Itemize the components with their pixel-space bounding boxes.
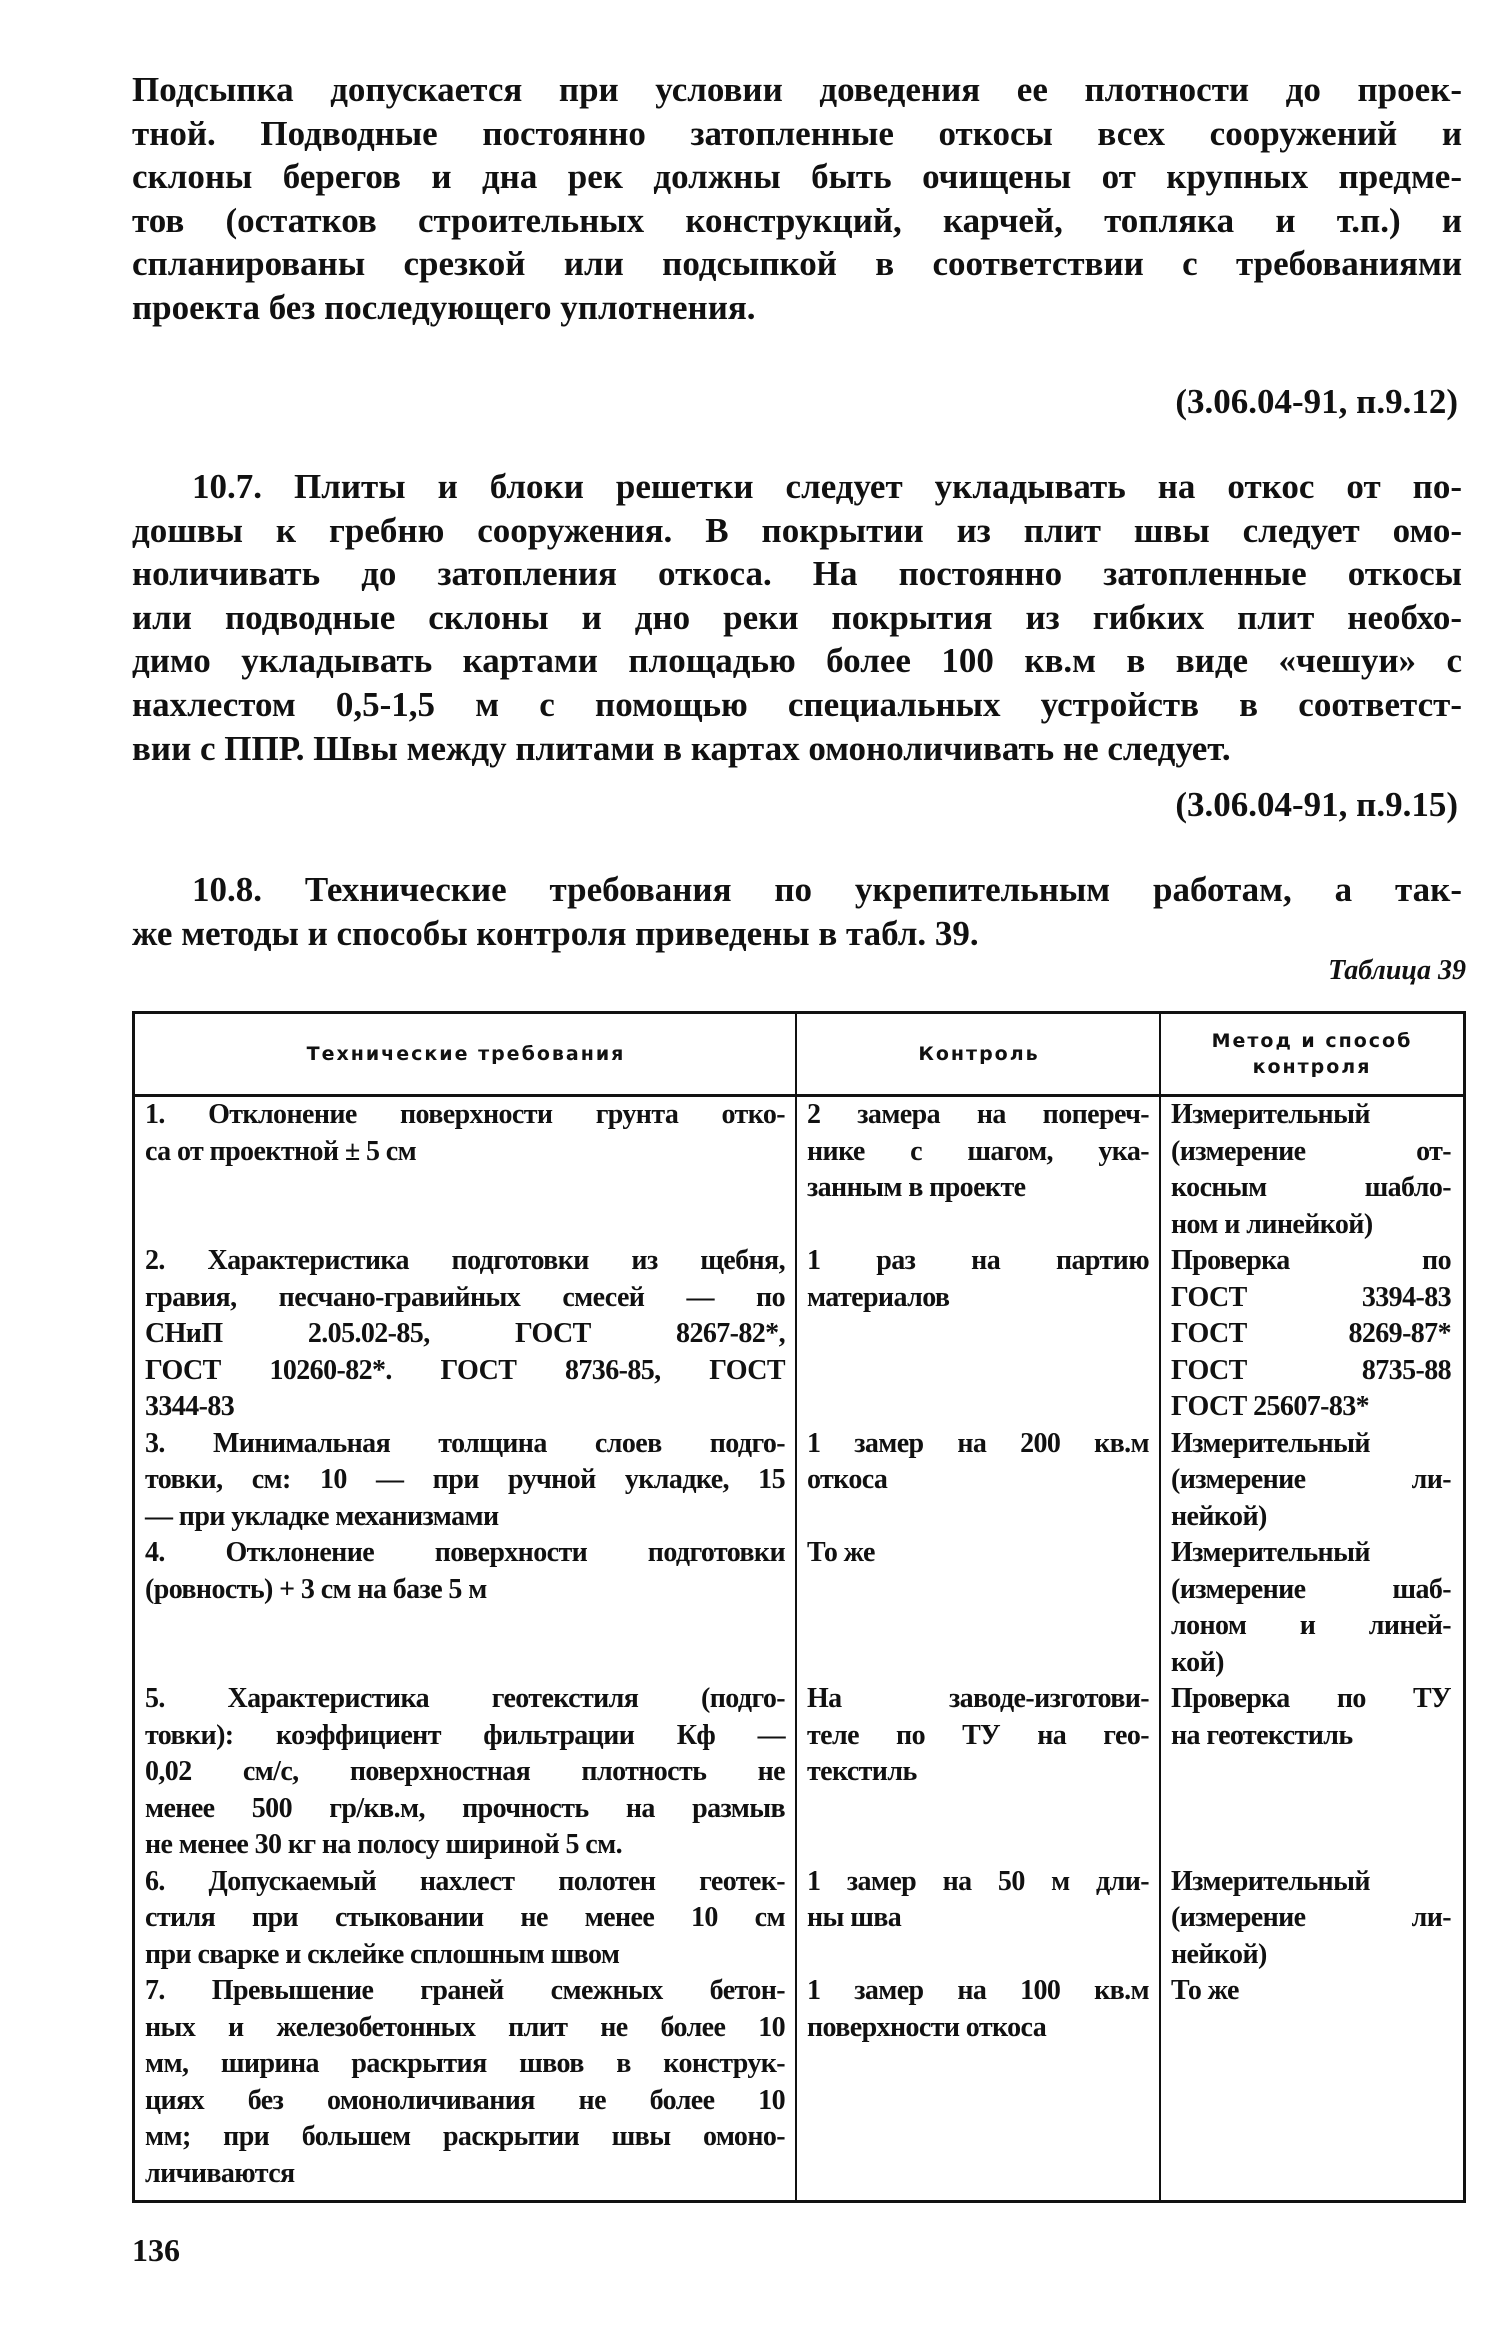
method-cell — [1161, 1681, 1463, 1864]
text-line: склоны берегов и дна рек должны быть очищены от крупных предме- — [132, 157, 1462, 197]
text-line: поверхности откоса — [807, 2011, 1047, 2043]
text-line: проекта без последующего уплотнения. — [132, 287, 756, 327]
text-line: Измерительный — [1171, 1537, 1370, 1568]
paragraph-subfill — [132, 68, 1462, 330]
control-cell — [797, 1864, 1161, 1974]
text-line: при сварке и склейке сплошным швом — [145, 1938, 620, 1970]
text-line: Измерительный — [1171, 1427, 1370, 1459]
table-row — [135, 1535, 1463, 1681]
text-line: (измерение от- — [1171, 1135, 1451, 1167]
text-line: занным в проекте — [807, 1172, 1026, 1203]
text-line: ГОСТ 25607-83* — [1171, 1391, 1370, 1422]
text-line: кой) — [1171, 1646, 1224, 1678]
text-line: ном и линейкой) — [1171, 1208, 1373, 1240]
text-line: (измерение ли- — [1171, 1902, 1451, 1933]
text-line: 1 замер на 50 м дли- — [807, 1865, 1149, 1897]
table-row — [135, 1973, 1463, 2192]
text-line: менее 500 гр/кв.м, прочность на размыв — [145, 1792, 785, 1824]
text-line: Измерительный — [1171, 1099, 1370, 1130]
text-line: ноличивать до затопления откоса. На постоянно затопленные откосы — [132, 554, 1462, 594]
table-row — [135, 1864, 1463, 1974]
method-cell — [1161, 1243, 1463, 1426]
requirement-cell — [135, 1681, 797, 1864]
text-line: Проверка по — [1171, 1245, 1451, 1276]
text-line: — при укладке механизмами — [145, 1500, 499, 1532]
table-row — [135, 1243, 1463, 1426]
text-line: 1 замер на 200 кв.м — [807, 1427, 1149, 1459]
header-method: Метод и способ контроля — [1211, 1030, 1413, 1078]
text-line: спланированы срезкой или подсыпкой в соответствии с требованиями — [132, 244, 1462, 284]
text-line: са от проектной ± 5 см — [145, 1135, 417, 1167]
text-line: Измерительный — [1171, 1865, 1370, 1897]
reference-9-12: (3.06.04-91, п.9.12) — [1175, 382, 1458, 421]
text-line: СНиП 2.05.02-85, ГОСТ 8267-82*, — [145, 1318, 785, 1349]
text-line: товки): коэффициент фильтрации Кф — — [145, 1719, 785, 1751]
text-line: ГОСТ 8735-88 — [1171, 1354, 1451, 1386]
requirement-cell — [135, 1973, 797, 2192]
text-line: на геотекстиль — [1171, 1719, 1353, 1751]
text-line: То же — [1171, 1975, 1239, 2006]
header-requirements: Технические требования — [306, 1043, 626, 1065]
control-cell — [797, 1973, 1161, 2192]
text-line: тной. Подводные постоянно затопленные откосы всех сооружений и — [132, 113, 1462, 153]
text-line: текстиль — [807, 1756, 917, 1787]
requirement-cell — [135, 1243, 797, 1426]
text-line: На заводе-изготови- — [807, 1683, 1149, 1714]
text-line: 7. Превышение граней смежных бетон- — [145, 1975, 785, 2006]
text-line: циях без омоноличивания не более 10 — [145, 2084, 785, 2116]
text-line: (измерение шаб- — [1171, 1573, 1451, 1605]
text-line: стиля при стыковании не менее 10 см — [145, 1902, 785, 1933]
control-cell — [797, 1681, 1161, 1864]
text-line: или подводные склоны и дно реки покрытия из гибких плит необхо- — [132, 597, 1462, 637]
text-line: гравия, песчано-гравийных смесей — по — [145, 1281, 785, 1313]
text-line: товки, см: 10 — при ручной укладке, 15 — [145, 1464, 785, 1495]
text-line: димо укладывать картами площадью более 100 кв.м в виде «чешуи» с — [132, 641, 1462, 681]
text-line: 5. Характеристика геотекстиля (подго- — [145, 1683, 785, 1714]
text-line: То же — [807, 1537, 875, 1568]
table-caption: Таблица 39 — [1328, 955, 1466, 986]
text-line: 0,02 см/с, поверхностная плотность не — [145, 1756, 785, 1787]
text-line: Проверка по ТУ — [1171, 1683, 1451, 1714]
text-line: 10.7. Плиты и блоки решетки следует укладывать на откос от по- — [192, 467, 1462, 506]
text-line: вии с ППР. Швы между плитами в картах омоноличивать не следует. — [132, 728, 1231, 768]
text-line: ГОСТ 8269-87* — [1171, 1318, 1451, 1349]
method-cell — [1161, 1864, 1463, 1974]
text-line: откоса — [807, 1464, 888, 1495]
text-line: ГОСТ 10260-82*. ГОСТ 8736-85, ГОСТ — [145, 1354, 785, 1386]
text-line: косным шабло- — [1171, 1172, 1451, 1203]
reference-9-15: (3.06.04-91, п.9.15) — [1175, 785, 1458, 824]
table-row — [135, 1681, 1463, 1864]
text-line: нейкой) — [1171, 1500, 1267, 1532]
page-number: 136 — [132, 2232, 180, 2268]
text-line: лоном и линей- — [1171, 1610, 1451, 1641]
requirement-cell — [135, 1426, 797, 1536]
method-cell — [1161, 1426, 1463, 1536]
text-line: 1 замер на 100 кв.м — [807, 1975, 1149, 2006]
text-line: (измерение ли- — [1171, 1464, 1451, 1495]
requirement-cell — [135, 1535, 797, 1681]
text-line: личиваются — [145, 2157, 295, 2189]
text-line: нахлестом 0,5-1,5 м с помощью специальных устройств в соответст- — [132, 684, 1462, 724]
method-cell — [1161, 1535, 1463, 1681]
text-line: 3344-83 — [145, 1391, 235, 1422]
text-line: 3. Минимальная толщина слоев подго- — [145, 1427, 785, 1459]
text-line: 6. Допускаемый нахлест полотен геотек- — [145, 1865, 785, 1897]
text-line: 10.8. Технические требования по укрепительным работам, а так- — [192, 870, 1462, 909]
text-line: мм, ширина раскрытия швов в конструк- — [145, 2048, 785, 2079]
text-line: не менее 30 кг на полосу шириной 5 см. — [145, 1829, 623, 1860]
requirement-cell — [135, 1097, 797, 1243]
text-line: 1 раз на партию — [807, 1245, 1149, 1276]
text-line: мм; при большем раскрытии швы омоно- — [145, 2121, 785, 2152]
table-39 — [132, 1011, 1466, 2203]
text-line: 1. Отклонение поверхности грунта отко- — [145, 1099, 785, 1130]
text-line: нейкой) — [1171, 1938, 1267, 1970]
text-line: 2 замера на попереч- — [807, 1099, 1149, 1130]
text-line: (ровность) + 3 см на базе 5 м — [145, 1573, 487, 1605]
table-body — [135, 1097, 1463, 2192]
text-line: Подсыпка допускается при условии доведения ее плотности до проек- — [132, 70, 1462, 109]
header-control: Контроль — [918, 1043, 1040, 1065]
text-line: 2. Характеристика подготовки из щебня, — [145, 1245, 785, 1276]
text-line: дошвы к гребню сооружения. В покрытии из плит швы следует омо- — [132, 510, 1462, 550]
method-cell — [1161, 1097, 1463, 1243]
requirement-cell — [135, 1864, 797, 1974]
text-line: ГОСТ 3394-83 — [1171, 1281, 1451, 1313]
control-cell — [797, 1426, 1161, 1536]
control-cell — [797, 1535, 1161, 1681]
text-line: же методы и способы контроля приведены в табл. 39. — [132, 913, 979, 953]
text-line: ны шва — [807, 1902, 902, 1933]
text-line: тов (остатков строительных конструкций, карчей, топляка и т.п.) и — [132, 200, 1462, 240]
control-cell — [797, 1097, 1161, 1243]
table-row — [135, 1097, 1463, 1243]
method-cell — [1161, 1973, 1463, 2192]
text-line: нике с шагом, ука- — [807, 1135, 1149, 1167]
table-header — [135, 1014, 1463, 1097]
text-line: теле по ТУ на гео- — [807, 1719, 1149, 1751]
control-cell — [797, 1243, 1161, 1426]
text-line: материалов — [807, 1281, 950, 1313]
paragraph-10-8 — [132, 868, 1462, 955]
text-line: ных и железобетонных плит не более 10 — [145, 2011, 785, 2043]
paragraph-10-7 — [132, 465, 1462, 770]
table-row — [135, 1426, 1463, 1536]
text-line: 4. Отклонение поверхности подготовки — [145, 1537, 785, 1568]
